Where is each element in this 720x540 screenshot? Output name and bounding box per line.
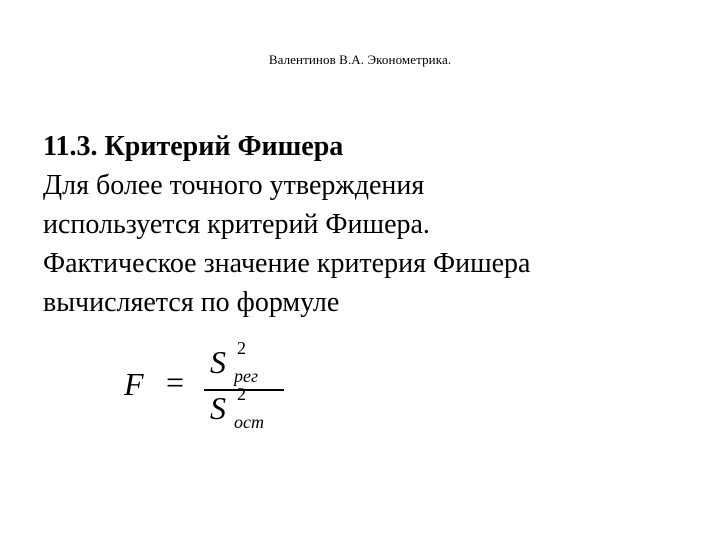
slide-body-text: Для более точного утверждения используется критерий Фишера. Фактическое значение критерия Фишера вычисляется по формуле xyxy=(43,170,531,318)
formula-numerator xyxy=(210,338,259,386)
formula-denominator xyxy=(210,384,264,432)
formula-lhs: F xyxy=(124,366,144,402)
numerator-power: 2 xyxy=(237,338,246,358)
numerator-symbol: S xyxy=(210,344,226,380)
fisher-formula xyxy=(124,340,304,430)
numerator-subscript: рег xyxy=(234,366,259,386)
denominator-symbol: S xyxy=(210,390,226,426)
denominator-power: 2 xyxy=(237,384,246,404)
slide-title: 11.3. Критерий Фишера xyxy=(43,131,344,162)
slide-content xyxy=(43,128,693,322)
page-header: Валентинов В.А. Эконометрика. xyxy=(268,52,452,67)
denominator-subscript: ост xyxy=(234,412,264,432)
formula-equals-sign: = xyxy=(166,364,185,400)
